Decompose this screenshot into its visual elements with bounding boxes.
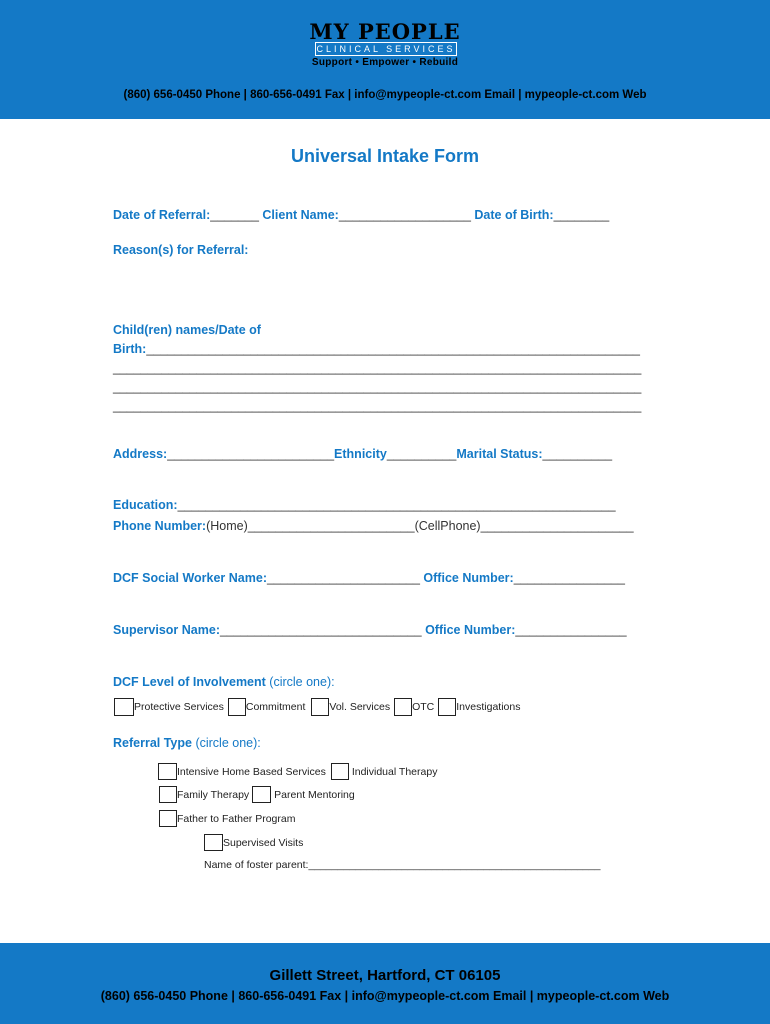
education-line xyxy=(113,498,616,512)
family-therapy-checkbox[interactable] xyxy=(159,786,177,803)
investigations-label: Investigations xyxy=(456,701,521,713)
foster-parent-row xyxy=(204,859,600,871)
investigations-checkbox[interactable] xyxy=(438,698,456,716)
address-label: Address: xyxy=(113,447,168,461)
involvement-heading xyxy=(113,675,335,689)
vol-services-checkbox[interactable] xyxy=(311,698,329,716)
family-therapy-label: Family Therapy xyxy=(177,788,250,801)
children-blank-4[interactable]: ____________________________________________________________________________ xyxy=(113,399,642,413)
foster-parent-blank[interactable]: __________________________________________________ xyxy=(308,859,601,871)
date-of-referral-blank[interactable]: _______ xyxy=(210,208,259,222)
individual-therapy-checkbox[interactable] xyxy=(331,763,349,780)
parent-mentoring-checkbox[interactable] xyxy=(252,786,271,803)
date-of-referral-label: Date of Referral: xyxy=(113,208,211,222)
phone-label: Phone Number: xyxy=(113,519,207,533)
client-name-label: Client Name: xyxy=(262,208,339,222)
ethnicity-label: Ethnicity xyxy=(334,447,387,461)
otc-label: OTC xyxy=(412,701,435,713)
referral-type-heading xyxy=(113,736,261,750)
phone-cell-label: (CellPhone) xyxy=(414,519,481,533)
logo-subtitle: CLINICAL SERVICES xyxy=(316,44,456,54)
dcf-worker-blank[interactable]: ______________________ xyxy=(266,571,420,585)
office-number-blank[interactable]: ________________ xyxy=(513,571,625,585)
children-row xyxy=(113,342,640,356)
intensive-home-label: Intensive Home Based Services xyxy=(177,765,326,778)
footer-contact: (860) 656-0450 Phone | 860-656-0491 Fax | info@mypeople-ct.com Email | mypeople-ct.com Web xyxy=(100,989,670,1003)
involvement-options xyxy=(114,698,520,716)
address-line xyxy=(113,447,612,461)
referral-row-2 xyxy=(159,786,355,803)
involvement-label: DCF Level of Involvement xyxy=(113,675,266,689)
children-blank-2[interactable]: ____________________________________________________________________________ xyxy=(113,361,642,375)
children-label-1: Child(ren) names/Date of xyxy=(113,323,261,337)
supervised-visits-label: Supervised Visits xyxy=(223,836,304,849)
phone-line xyxy=(113,519,634,533)
logo-tagline: Support • Empower • Rebuild xyxy=(311,57,459,68)
office-number-2-label: Office Number: xyxy=(425,623,516,637)
header-contact: (860) 656-0450 Phone | 860-656-0491 Fax | info@mypeople-ct.com Email | mypeople-ct.com Web xyxy=(123,89,647,101)
father-program-checkbox[interactable] xyxy=(159,810,177,827)
page-title: Universal Intake Form xyxy=(290,146,480,166)
intensive-home-checkbox[interactable] xyxy=(158,763,177,780)
phone-cell-blank[interactable]: ______________________ xyxy=(480,519,634,533)
logo-title: MY PEOPLE xyxy=(309,19,461,44)
date-of-birth-label: Date of Birth: xyxy=(474,208,554,222)
education-label: Education: xyxy=(113,498,178,512)
supervisor-line xyxy=(113,623,627,637)
children-label-2: Birth: xyxy=(113,342,147,356)
referral-row-3 xyxy=(159,810,295,827)
foster-parent-label: Name of foster parent: xyxy=(204,859,309,871)
referral-row-4 xyxy=(204,834,303,851)
supervisor-blank[interactable]: _____________________________ xyxy=(219,623,422,637)
commitment-label: Commitment xyxy=(245,701,306,713)
parent-mentoring-label: Parent Mentoring xyxy=(274,788,355,801)
otc-checkbox[interactable] xyxy=(394,698,412,716)
date-of-birth-blank[interactable]: ________ xyxy=(553,208,610,222)
referral-type-label: Referral Type xyxy=(113,736,192,750)
ethnicity-blank[interactable]: __________ xyxy=(386,447,457,461)
father-program-label: Father to Father Program xyxy=(177,812,296,825)
reasons-label: Reason(s) for Referral: xyxy=(113,243,249,257)
dcf-worker-label: DCF Social Worker Name: xyxy=(113,571,267,585)
dcf-worker-line xyxy=(113,571,625,585)
office-number-label: Office Number: xyxy=(423,571,514,585)
supervisor-label: Supervisor Name: xyxy=(113,623,220,637)
referral-type-hint: (circle one): xyxy=(195,736,261,750)
involvement-hint: (circle one): xyxy=(269,675,335,689)
children-blank-1[interactable]: _______________________________________________________________________ xyxy=(146,342,640,356)
commitment-checkbox[interactable] xyxy=(228,698,246,716)
client-name-blank[interactable]: ___________________ xyxy=(338,208,471,222)
individual-therapy-label: Individual Therapy xyxy=(351,765,438,778)
address-blank[interactable]: ________________________ xyxy=(167,447,335,461)
protective-services-label: Protective Services xyxy=(134,701,224,713)
vol-services-label: Vol. Services xyxy=(329,701,391,713)
referral-line xyxy=(113,208,609,222)
phone-home-label: (Home) xyxy=(206,519,248,533)
marital-status-label: Marital Status: xyxy=(456,447,543,461)
supervised-visits-checkbox[interactable] xyxy=(204,834,223,851)
marital-status-blank[interactable]: __________ xyxy=(542,447,613,461)
footer-address: Gillett Street, Hartford, CT 06105 xyxy=(269,967,501,984)
education-blank[interactable]: _______________________________________________________________ xyxy=(177,498,616,512)
children-blank-3[interactable]: ____________________________________________________________________________ xyxy=(113,380,642,394)
referral-row-1 xyxy=(158,763,437,780)
phone-home-blank[interactable]: ________________________ xyxy=(247,519,415,533)
office-number-2-blank[interactable]: ________________ xyxy=(515,623,627,637)
protective-services-checkbox[interactable] xyxy=(114,698,134,716)
